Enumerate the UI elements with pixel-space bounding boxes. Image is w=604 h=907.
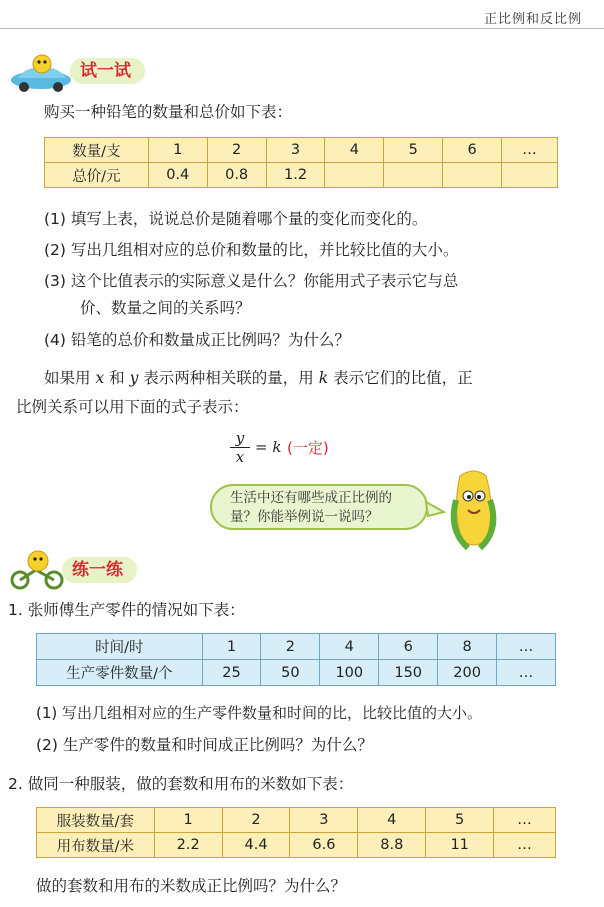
- table-row: [37, 660, 556, 686]
- table-cell: 100: [320, 660, 379, 686]
- page-header-title: 正比例和反比例: [483, 12, 582, 27]
- table-header-cell: 用布数量/米: [37, 833, 155, 858]
- question-4: (4) 铅笔的总价和数量成正比例吗？为什么？: [44, 331, 350, 349]
- clothing-table: [36, 807, 556, 858]
- table-cell: 6.6: [290, 833, 358, 858]
- corn-mascot-icon: [446, 470, 502, 552]
- bubble-line-2: 量？你能举例说一说吗？: [230, 509, 379, 525]
- table-cell: 8: [438, 634, 497, 660]
- formula-note: (一定): [287, 439, 329, 457]
- definition-text: 如果用: [44, 369, 91, 387]
- table-cell: 1.2: [266, 163, 325, 188]
- formula-numerator: y: [235, 429, 245, 447]
- section-badge-practice: 练一练: [62, 557, 137, 583]
- table-cell: [384, 163, 443, 188]
- table-cell: 1: [154, 808, 222, 833]
- table-cell: 0.4: [148, 163, 207, 188]
- table-cell: [502, 163, 558, 188]
- definition-text: 表示它们的比值，正: [333, 369, 473, 387]
- table-cell: …: [494, 833, 556, 858]
- table-cell: [443, 163, 502, 188]
- table-cell: 2: [261, 634, 320, 660]
- table-cell: 25: [202, 660, 261, 686]
- formula-fraction: [230, 430, 250, 465]
- var-x: x: [95, 369, 105, 387]
- table-cell: [325, 163, 384, 188]
- table-header-cell: 时间/时: [37, 634, 203, 660]
- table-header-cell: 服装数量/套: [37, 808, 155, 833]
- table-row: [37, 833, 556, 858]
- exercise-1-q1: (1) 写出几组相对应的生产零件数量和时间的比，比较比值的大小。: [36, 704, 483, 722]
- bubble-tail-icon: [424, 500, 446, 520]
- table-cell: 1: [202, 634, 261, 660]
- question-3: (3) 这个比值表示的实际意义是什么？你能用式子表示它与总: [44, 272, 459, 290]
- table-cell: 0.8: [207, 163, 266, 188]
- table-cell: …: [497, 634, 556, 660]
- table-cell: 4.4: [222, 833, 290, 858]
- table-cell: 1: [148, 138, 207, 163]
- parts-table: [36, 633, 556, 686]
- table-cell: 50: [261, 660, 320, 686]
- formula-denominator: x: [235, 448, 245, 466]
- question-1: (1) 填写上表，说说总价是随着哪个量的变化而变化的。: [44, 210, 428, 228]
- table-header-cell: 生产零件数量/个: [37, 660, 203, 686]
- table-cell: 11: [426, 833, 494, 858]
- table-cell: 3: [290, 808, 358, 833]
- header-divider: [0, 28, 604, 29]
- pencil-table: [44, 137, 558, 188]
- try-intro: 购买一种铅笔的数量和总价如下表：: [44, 103, 293, 121]
- car-mascot-icon: [6, 52, 76, 92]
- table-row: [37, 808, 556, 833]
- table-cell: …: [497, 660, 556, 686]
- table-cell: …: [502, 138, 558, 163]
- table-cell: 200: [438, 660, 497, 686]
- definition-text: 表示两种相关联的量，用: [143, 369, 314, 387]
- table-cell: 4: [325, 138, 384, 163]
- table-header-cell: 总价/元: [45, 163, 149, 188]
- table-cell: 4: [358, 808, 426, 833]
- table-row: [37, 634, 556, 660]
- table-cell: 8.8: [358, 833, 426, 858]
- exercise-2-title: 2. 做同一种服装，做的套数和用布的米数如下表：: [8, 775, 354, 793]
- table-cell: 4: [320, 634, 379, 660]
- table-cell: 2.2: [154, 833, 222, 858]
- table-header-cell: 数量/支: [45, 138, 149, 163]
- table-cell: 6: [379, 634, 438, 660]
- var-k: k: [318, 369, 329, 387]
- table-cell: 5: [384, 138, 443, 163]
- table-cell: 5: [426, 808, 494, 833]
- table-row: [45, 163, 558, 188]
- table-cell: 2: [222, 808, 290, 833]
- exercise-1-q2: (2) 生产零件的数量和时间成正比例吗？为什么？: [36, 736, 373, 754]
- question-3-cont: 价、数量之间的关系吗？: [80, 299, 251, 317]
- definition-line-2: 比例关系可以用下面的式子表示：: [16, 398, 249, 416]
- table-cell: …: [494, 808, 556, 833]
- section-badge-try: 试一试: [70, 58, 145, 84]
- exercise-1-title: 1. 张师傅生产零件的情况如下表：: [8, 601, 245, 619]
- formula-equals: = k: [255, 438, 282, 456]
- table-row: [45, 138, 558, 163]
- table-cell: 6: [443, 138, 502, 163]
- var-y: y: [129, 369, 139, 387]
- table-cell: 150: [379, 660, 438, 686]
- bubble-line-1: 生活中还有哪些成正比例的: [230, 490, 392, 506]
- table-cell: 2: [207, 138, 266, 163]
- definition-line-1: [44, 367, 473, 389]
- question-2: (2) 写出几组相对应的总价和数量的比，并比较比值的大小。: [44, 241, 459, 259]
- table-cell: 3: [266, 138, 325, 163]
- thought-bubble: [210, 484, 428, 530]
- exercise-2-question: 做的套数和用布的米数成正比例吗？为什么？: [36, 877, 347, 895]
- definition-text: 和: [109, 369, 125, 387]
- bike-mascot-icon: [6, 548, 70, 590]
